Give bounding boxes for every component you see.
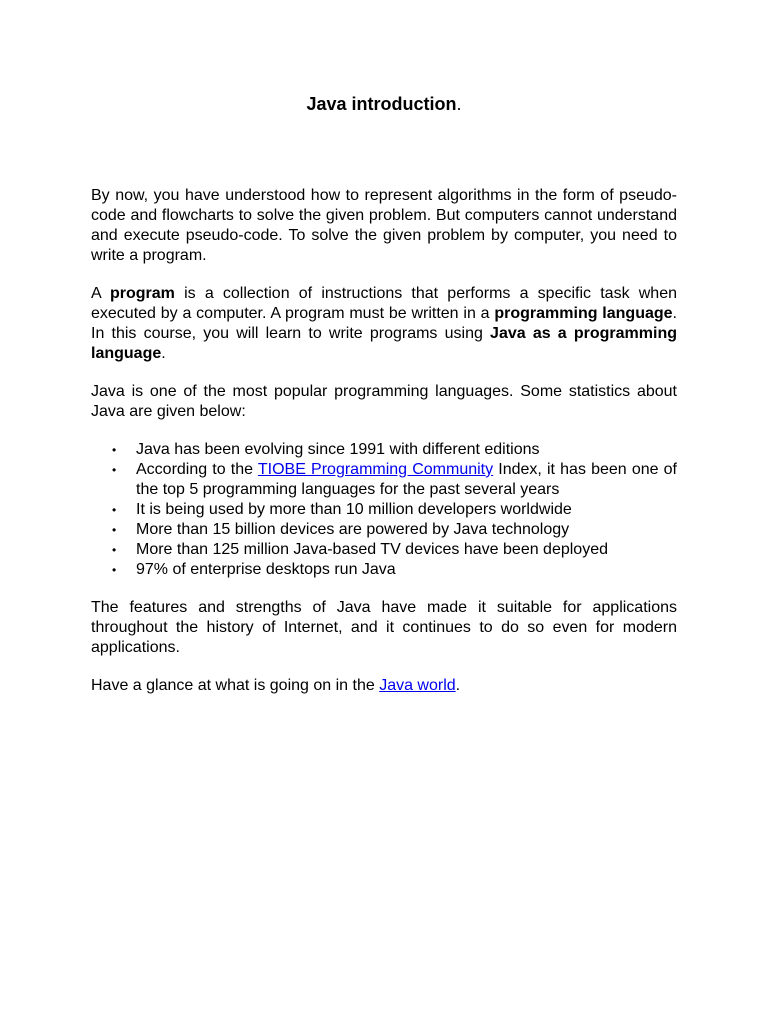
bullet-icon: • xyxy=(112,563,117,577)
list-item xyxy=(91,460,677,500)
features-paragraph: The features and strengths of Java have made it suitable for applications throughout the history of Internet, and it continues to do so even for modern applications. xyxy=(91,599,677,656)
intro-paragraph: By now, you have understood how to represent algorithms in the form of pseudo-code and flowcharts to solve the given problem. But computers cannot understand and execute pseudo-code. To solve the given problem by computer, you need to write a program. xyxy=(91,187,677,264)
tiobe-link[interactable]: TIOBE Programming Community xyxy=(257,461,494,478)
text-run: A xyxy=(91,285,110,302)
list-item xyxy=(91,540,677,560)
bold-programming-language: programming language xyxy=(494,305,673,322)
list-item-text: According to the xyxy=(136,461,258,478)
program-definition-paragraph xyxy=(91,284,677,364)
list-item-text: Java has been evolving since 1991 with different editions xyxy=(136,441,540,458)
java-world-paragraph xyxy=(91,676,677,696)
text-run: Have a glance at what is going on in the xyxy=(91,677,380,694)
text-run: . xyxy=(161,345,166,362)
list-item xyxy=(91,560,677,580)
text-run: . xyxy=(455,677,461,694)
java-world-link[interactable]: Java world xyxy=(379,677,456,694)
list-item-text: More than 15 billion devices are powered by Java technology xyxy=(136,521,570,538)
list-item-text: Index, it has been one of the top 5 programming languages for the past several years xyxy=(136,461,678,498)
bullet-icon: • xyxy=(112,543,117,557)
title-row xyxy=(91,92,677,116)
text-run: . In this course, you will learn to write programs using xyxy=(91,305,677,342)
list-item-text: More than 125 million Java-based TV devices have been deployed xyxy=(136,541,608,558)
statistics-list xyxy=(91,440,677,580)
list-item xyxy=(91,440,677,460)
text-run: is a collection of instructions that performs a specific task when executed by a computer. A program must be written in a xyxy=(91,285,678,322)
bullet-icon: • xyxy=(112,503,117,517)
list-item xyxy=(91,500,677,520)
page-title: Java introduction xyxy=(306,94,457,114)
bold-program: program xyxy=(109,285,175,302)
list-item-text: It is being used by more than 10 million developers worldwide xyxy=(136,501,572,518)
list-item xyxy=(91,520,677,540)
document-page xyxy=(91,92,677,714)
bold-java-language: Java as a programming language xyxy=(91,325,677,362)
bullet-icon: • xyxy=(112,443,117,457)
bullet-icon: • xyxy=(112,523,117,537)
bullet-icon: • xyxy=(112,463,117,477)
statistics-intro-paragraph: Java is one of the most popular programming languages. Some statistics about Java are given below: xyxy=(91,383,677,420)
list-item-text: 97% of enterprise desktops run Java xyxy=(136,561,396,578)
title-period: . xyxy=(456,94,462,114)
